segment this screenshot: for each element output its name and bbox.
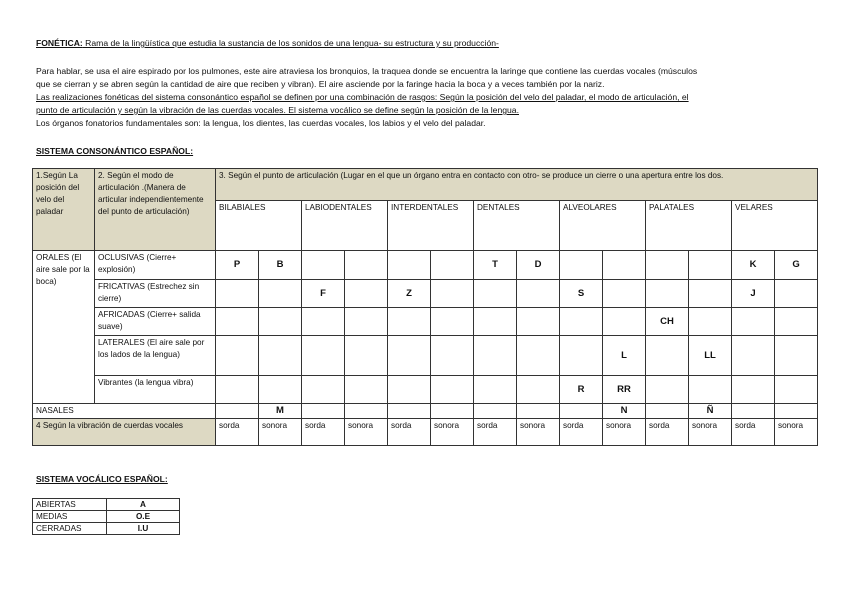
header-velo: 1.Según La posición del velo del paladar <box>33 169 95 251</box>
phoneme-cell: S <box>560 280 603 308</box>
place-header: LABIODENTALES <box>302 201 388 251</box>
vibration-cell: sonora <box>345 419 388 446</box>
place-header: VELARES <box>732 201 818 251</box>
phoneme-cell <box>474 280 517 308</box>
phoneme-cell: LL <box>689 336 732 376</box>
phoneme-cell: K <box>732 251 775 280</box>
phoneme-cell: Z <box>388 280 431 308</box>
phoneme-cell <box>517 280 560 308</box>
vibration-cell: sonora <box>431 419 474 446</box>
phoneme-cell <box>560 336 603 376</box>
phoneme-cell <box>302 308 345 336</box>
phoneme-cell <box>302 251 345 280</box>
vibration-label: 4 Según la vibración de cuerdas vocales <box>33 419 216 446</box>
place-header: ALVEOLARES <box>560 201 646 251</box>
phoneme-cell <box>388 251 431 280</box>
phoneme-cell <box>689 280 732 308</box>
phoneme-cell: RR <box>603 376 646 404</box>
phoneme-cell <box>388 308 431 336</box>
nasales-label: NASALES <box>33 404 216 419</box>
phoneme-cell <box>259 308 302 336</box>
phoneme-cell: P <box>216 251 259 280</box>
phoneme-cell <box>431 336 474 376</box>
vowel-row <box>33 499 180 511</box>
phoneme-cell <box>345 251 388 280</box>
manner-row <box>33 251 818 280</box>
vowel-label: MEDIAS <box>33 511 107 523</box>
vibration-cell: sonora <box>259 419 302 446</box>
phoneme-cell <box>517 308 560 336</box>
phoneme-cell <box>603 280 646 308</box>
phoneme-cell <box>474 376 517 404</box>
phoneme-cell <box>775 336 818 376</box>
phoneme-cell <box>775 404 818 419</box>
phoneme-cell <box>689 308 732 336</box>
phoneme-cell <box>259 336 302 376</box>
phoneme-cell <box>388 376 431 404</box>
phoneme-cell <box>732 404 775 419</box>
vowel-value: A <box>107 499 180 511</box>
phoneme-cell <box>431 404 474 419</box>
vibration-cell: sorda <box>732 419 775 446</box>
phoneme-cell <box>345 308 388 336</box>
phoneme-cell <box>560 404 603 419</box>
manner-row <box>33 336 818 376</box>
phoneme-cell <box>646 280 689 308</box>
vowel-label: CERRADAS <box>33 523 107 535</box>
vowel-label: ABIERTAS <box>33 499 107 511</box>
phoneme-cell <box>345 404 388 419</box>
header-punto: 3. Según el punto de articulación (Lugar en el que un órgano entra en contacto con otro- se produce un cierre o una apertura entre los dos. <box>216 169 818 201</box>
vibration-cell: sonora <box>775 419 818 446</box>
phoneme-cell: T <box>474 251 517 280</box>
phoneme-cell <box>259 376 302 404</box>
vibration-cell: sonora <box>689 419 732 446</box>
phoneme-cell <box>517 376 560 404</box>
phoneme-cell: R <box>560 376 603 404</box>
phoneme-cell <box>775 280 818 308</box>
phoneme-cell <box>388 404 431 419</box>
phoneme-cell <box>259 280 302 308</box>
phoneme-cell <box>517 404 560 419</box>
phoneme-cell <box>431 280 474 308</box>
vibration-row <box>33 419 818 446</box>
vowel-value: I.U <box>107 523 180 535</box>
phoneme-cell: N <box>603 404 646 419</box>
phoneme-cell <box>474 336 517 376</box>
phoneme-cell <box>775 376 818 404</box>
phoneme-cell <box>560 251 603 280</box>
manner-row <box>33 376 818 404</box>
phoneme-cell <box>216 376 259 404</box>
para-line-2: que se cierran y se abren según la cantidad de aire que reciben y vibran). El aire asciende por la faringe hacia la boca y a veces también por la nariz. <box>36 79 605 89</box>
phoneme-cell <box>646 376 689 404</box>
manner-row <box>33 308 818 336</box>
phoneme-cell <box>216 280 259 308</box>
para-line-1: Para hablar, se usa el aire espirado por los pulmones, este aire atraviesa los bronquios, la traquea donde se encuentra la laringe que contiene las cuerdas vocales (músculos <box>36 66 698 76</box>
manner-row <box>33 280 818 308</box>
definition-line <box>36 37 812 50</box>
phoneme-cell <box>345 376 388 404</box>
phoneme-cell <box>689 376 732 404</box>
place-header: DENTALES <box>474 201 560 251</box>
phoneme-cell <box>775 308 818 336</box>
phoneme-cell <box>216 308 259 336</box>
consonant-section-title: SISTEMA CONSONÁNTICO ESPAÑOL: <box>36 146 194 156</box>
vibration-cell: sorda <box>560 419 603 446</box>
underlined-line-1: Las realizaciones fonéticas del sistema consonántico español se definen por una combinación de rasgos: Según la posición del velo del paladar, el modo de articulación, el <box>36 92 689 102</box>
phoneme-cell: CH <box>646 308 689 336</box>
place-header: PALATALES <box>646 201 732 251</box>
phoneme-cell: Ñ <box>689 404 732 419</box>
phoneme-cell <box>302 404 345 419</box>
phoneme-cell <box>646 336 689 376</box>
organs-line: Los órganos fonatorios fundamentales son: la lengua, los dientes, las cuerdas vocales, los labios y el velo del paladar. <box>36 118 486 128</box>
phoneme-cell <box>345 280 388 308</box>
phoneme-cell <box>345 336 388 376</box>
fonetica-definition: Rama de la lingüística que estudia la sustancia de los sonidos de una lengua- su estructura y su producción- <box>82 38 499 48</box>
phoneme-cell: D <box>517 251 560 280</box>
phoneme-cell <box>431 308 474 336</box>
manner-label: OCLUSIVAS (Cierre+ explosión) <box>95 251 216 280</box>
phoneme-cell <box>603 308 646 336</box>
nasales-row <box>33 404 818 419</box>
vowel-table <box>32 498 180 535</box>
place-header: BILABIALES <box>216 201 302 251</box>
manner-label: FRICATIVAS (Estrechez sin cierre) <box>95 280 216 308</box>
phoneme-cell <box>216 404 259 419</box>
header-modo: 2. Según el modo de articulación .(Manera de articular independientemente del punto de articulación) <box>95 169 216 251</box>
phoneme-cell <box>732 308 775 336</box>
orales-cell: ORALES (El aire sale por la boca) <box>33 251 95 404</box>
consonant-table <box>32 168 818 446</box>
place-header: INTERDENTALES <box>388 201 474 251</box>
phoneme-cell <box>431 251 474 280</box>
vowel-section-title: SISTEMA VOCÁLICO ESPAÑOL: <box>36 474 168 484</box>
vibration-cell: sorda <box>388 419 431 446</box>
phoneme-cell <box>216 336 259 376</box>
underlined-line-2: punto de articulación y según la vibración de las cuerdas vocales. El sistema vocálico se define según la posición de la lengua. <box>36 105 519 115</box>
phoneme-cell <box>474 308 517 336</box>
manner-label: Vibrantes (la lengua vibra) <box>95 376 216 404</box>
phoneme-cell: J <box>732 280 775 308</box>
phoneme-cell <box>474 404 517 419</box>
vowel-value: O.E <box>107 511 180 523</box>
phoneme-cell: M <box>259 404 302 419</box>
phoneme-cell: G <box>775 251 818 280</box>
phoneme-cell <box>646 404 689 419</box>
manner-label: LATERALES (El aire sale por los lados de la lengua) <box>95 336 216 376</box>
phoneme-cell <box>603 251 646 280</box>
phoneme-cell <box>732 336 775 376</box>
phoneme-cell: B <box>259 251 302 280</box>
phoneme-cell: F <box>302 280 345 308</box>
intro-paragraph <box>36 65 812 130</box>
vowel-row <box>33 511 180 523</box>
phoneme-cell <box>689 251 732 280</box>
phoneme-cell <box>732 376 775 404</box>
vibration-cell: sonora <box>517 419 560 446</box>
phoneme-cell <box>517 336 560 376</box>
phoneme-cell <box>388 336 431 376</box>
vibration-cell: sorda <box>474 419 517 446</box>
phoneme-cell <box>560 308 603 336</box>
phoneme-cell <box>302 336 345 376</box>
phoneme-cell <box>302 376 345 404</box>
vibration-cell: sorda <box>302 419 345 446</box>
vowel-row <box>33 523 180 535</box>
manner-label: AFRICADAS (Cierre+ salida suave) <box>95 308 216 336</box>
phoneme-cell <box>431 376 474 404</box>
fonetica-heading: FONÉTICA: <box>36 38 83 48</box>
phoneme-cell: L <box>603 336 646 376</box>
vibration-cell: sorda <box>646 419 689 446</box>
vibration-cell: sorda <box>216 419 259 446</box>
vibration-cell: sonora <box>603 419 646 446</box>
phoneme-cell <box>646 251 689 280</box>
